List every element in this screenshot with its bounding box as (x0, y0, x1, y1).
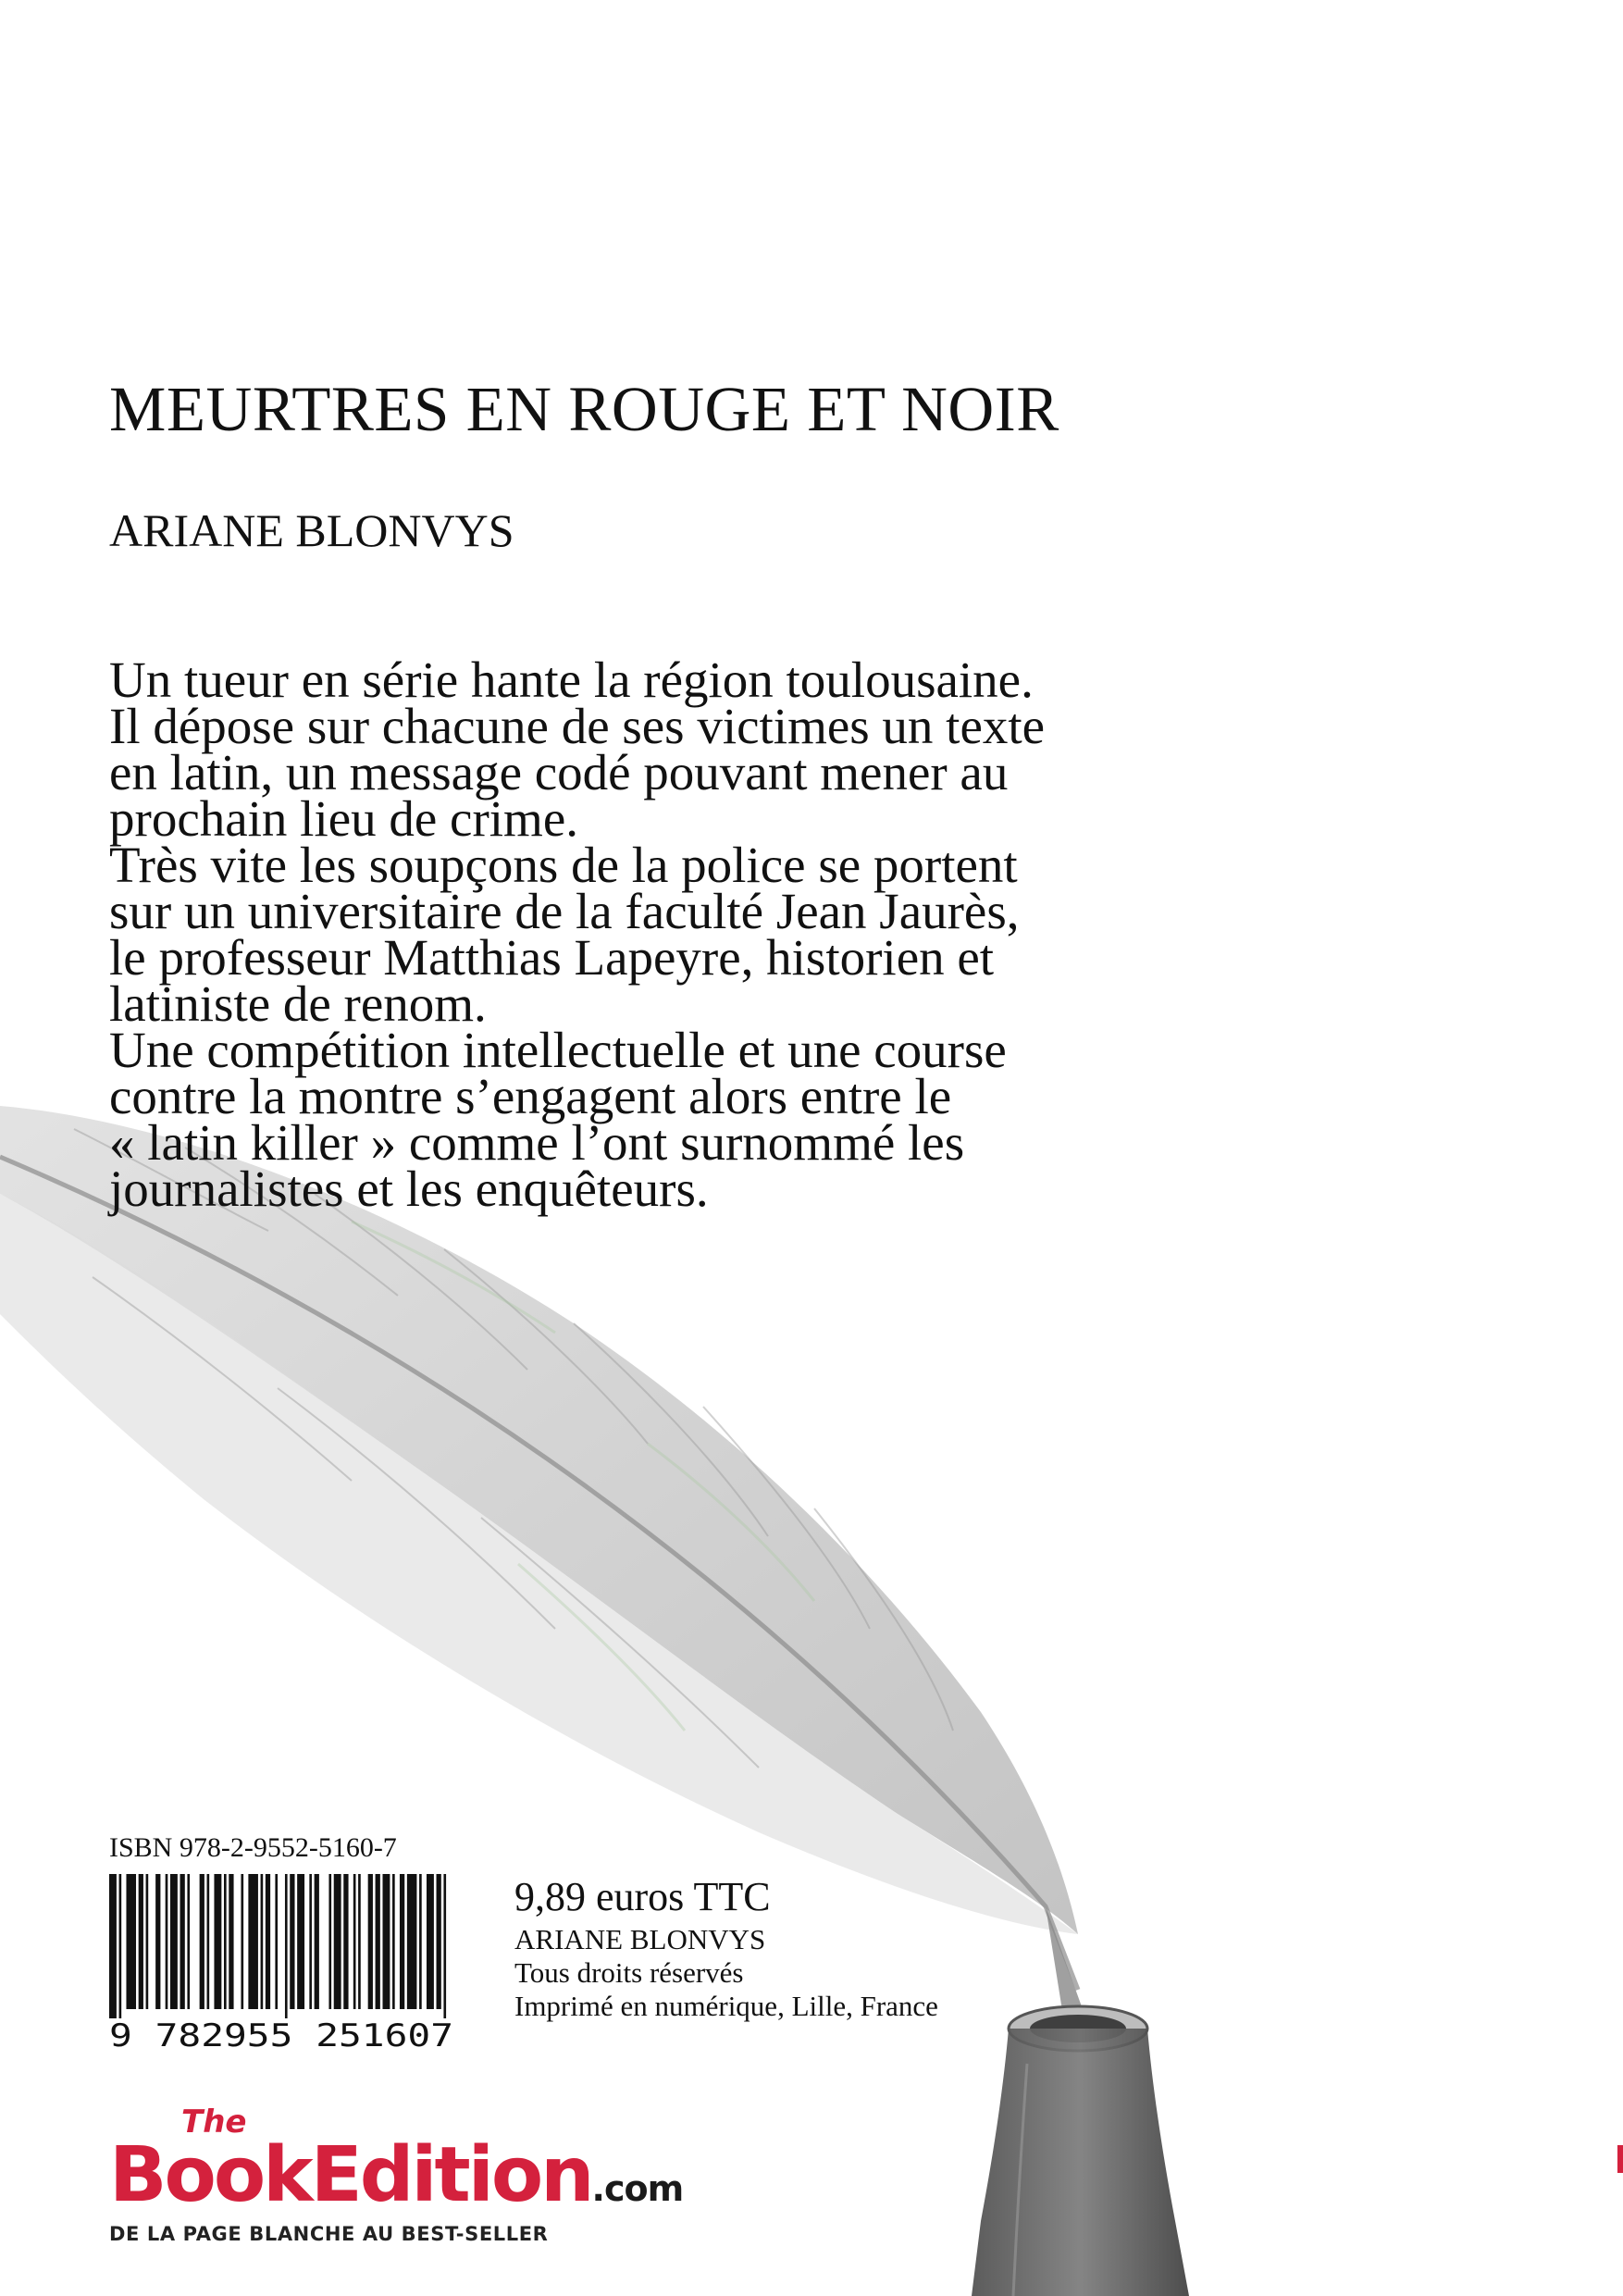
barcode-bar (146, 1874, 149, 2009)
barcode-bar (443, 1874, 446, 2018)
blurb-line: sur un universitaire de la faculté Jean Jaurès, (109, 883, 1020, 939)
blurb-line: latiniste de renom. (109, 975, 487, 1032)
legal-info (514, 1923, 938, 2023)
barcode-bar (358, 1874, 361, 2009)
barcode-bar (382, 1874, 390, 2009)
barcode-bar (275, 1874, 278, 2009)
logo-the: The (181, 2104, 247, 2141)
barcode-bar (297, 1874, 304, 2009)
logo-tagline: DE LA PAGE BLANCHE AU BEST-SELLER (109, 2223, 549, 2245)
barcode-bar (187, 1874, 190, 2009)
barcode-bar (180, 1874, 185, 2009)
barcode-bar (407, 1874, 417, 2009)
barcode-bar (109, 1874, 117, 2018)
barcode-digits: 9 782955 251607 (109, 2017, 453, 2050)
barcode-bar (119, 1874, 122, 2018)
barcode-bar (353, 1874, 356, 2009)
barcode-bar (392, 1874, 395, 2009)
barcode-bar (437, 1874, 441, 2009)
barcode-icon (109, 1874, 453, 2050)
barcode-bar (155, 1874, 160, 2009)
barcode-bar (200, 1874, 204, 2009)
barcode-bar (285, 1874, 288, 2018)
publisher-name: ARIANE BLONVYS (514, 1923, 766, 1955)
barcode-bar (315, 1874, 319, 2009)
bookedition-logo (109, 2104, 684, 2264)
barcode-bar (309, 1874, 312, 2009)
blurb-line: Très vite les soupçons de la police se portent (109, 837, 1018, 893)
barcode-bar (376, 1874, 380, 2009)
barcode-bar (224, 1874, 227, 2009)
barcode-bar (248, 1874, 258, 2009)
blurb-line: contre la montre s’engagent alors entre le (109, 1068, 952, 1124)
barcode-bar (266, 1874, 270, 2009)
blurb-line: journalistes et les enquêteurs. (109, 1160, 709, 1217)
barcode-bar (419, 1874, 422, 2009)
barcode-bar (166, 1874, 168, 2009)
barcode-bar (290, 1874, 294, 2009)
isbn-label: ISBN 978-2-9552-5160-7 (109, 1832, 397, 1863)
barcode-bar (427, 1874, 434, 2009)
barcode-bar (368, 1874, 373, 2009)
barcode-bar (328, 1874, 331, 2009)
barcode-bar (400, 1874, 404, 2009)
blurb-line: le professeur Matthias Lapeyre, historien et (109, 929, 995, 986)
barcode-bar (214, 1874, 221, 2009)
barcode-bar (170, 1874, 178, 2009)
printing-notice: Imprimé en numérique, Lille, France (514, 1990, 938, 2022)
barcode-bar (343, 1874, 348, 2009)
blurb (109, 652, 1275, 1217)
blurb-line: « latin killer » comme l’ont surnommé les (109, 1114, 965, 1171)
blurb-line: Un tueur en série hante la région toulousaine. (109, 652, 1034, 708)
barcode-bar (207, 1874, 210, 2009)
author-name: ARIANE BLONVYS (109, 504, 514, 556)
logo-dotcom: .com (591, 2168, 684, 2209)
barcode-bar (126, 1874, 136, 2009)
blurb-line: Il dépose sur chacune de ses victimes un texte (109, 698, 1046, 754)
barcode-bar (334, 1874, 341, 2009)
barcode-bar (139, 1874, 143, 2009)
rights-notice: Tous droits réservés (514, 1956, 744, 1989)
logo-brand: BookEdition (109, 2131, 592, 2219)
barcode-bar (261, 1874, 264, 2009)
book-title: MEURTRES EN ROUGE ET NOIR (109, 374, 1059, 444)
blurb-line: Une compétition intellectuelle et une course (109, 1022, 1007, 1078)
price-label: 9,89 euros TTC (514, 1874, 771, 1919)
blurb-line: en latin, un message codé pouvant mener au (109, 744, 1009, 800)
logo-brand-line (109, 2131, 684, 2219)
barcode-bar (241, 1874, 243, 2009)
barcode-bar (229, 1874, 233, 2009)
blurb-line: prochain lieu de crime. (109, 790, 579, 847)
